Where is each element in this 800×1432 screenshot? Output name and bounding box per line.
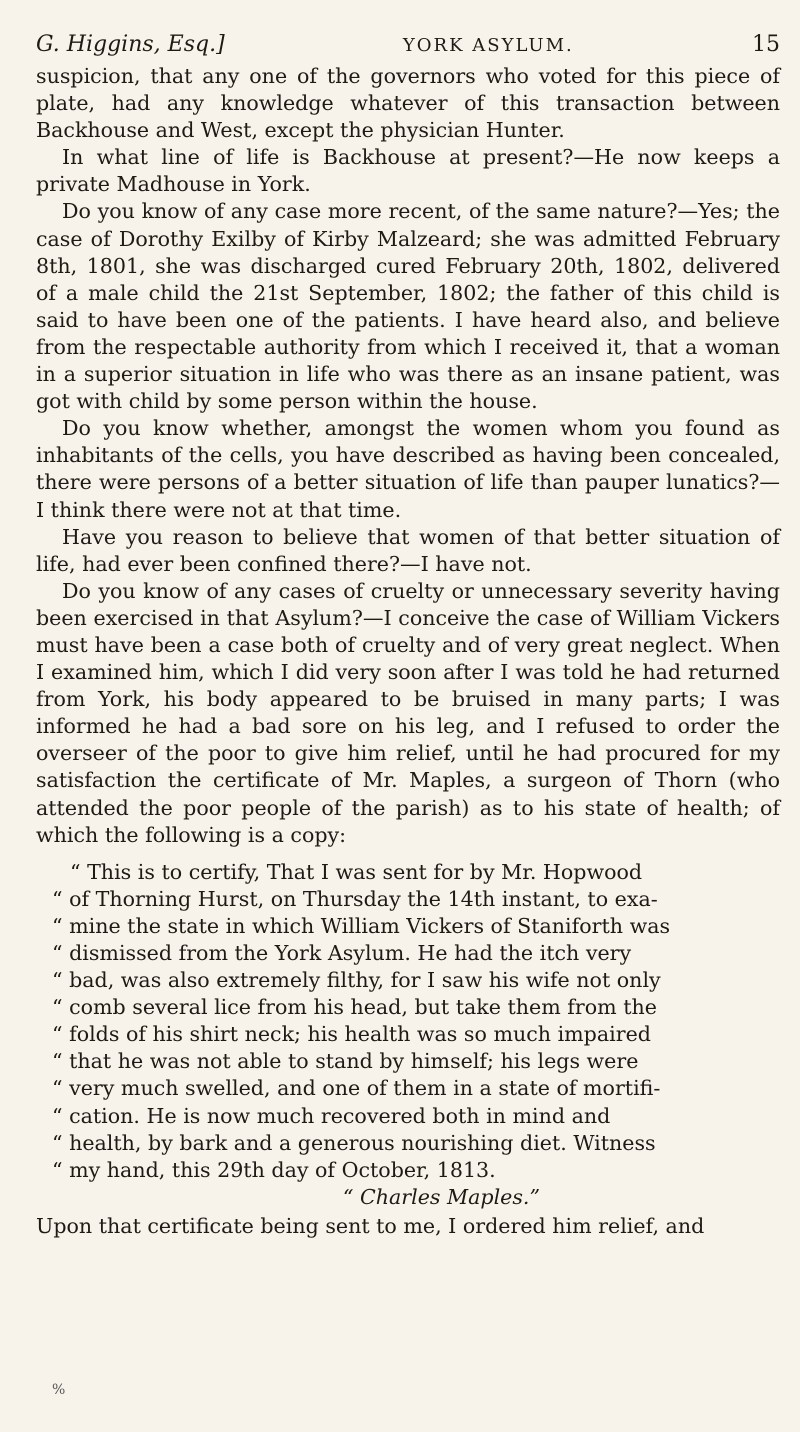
- quote-line: “ comb several lice from his head, but take them from the: [52, 995, 657, 1020]
- quote-line: “ cation. He is now much recovered both in mind and: [52, 1103, 611, 1128]
- closing-line: Upon that certificate being sent to me, I ordered him relief, and: [36, 1213, 705, 1238]
- quote-line: “ mine the state in which William Vickers of Staniforth was: [52, 913, 671, 938]
- paragraph: Do you know of any cases of cruelty or unnecessary severity having been exercised in that Asylum?—I conceive the case of William Vickers must have been a case both of cruelty and of very great neglect. When I examined him, which I did very soon after I was told he had returned from York, his body appeared to be bruised in many parts; I was informed he had a bad sore on his leg, and I refused to order the overseer of the poor to give him relief, until he had procured for my satisfaction the certificate of Mr. Maples, a surgeon of Thorn (who attended the poor people of the parish) as to his state of health; of which the following is a copy:: [36, 578, 780, 847]
- signature: “ Charles Maples.”: [342, 1184, 540, 1209]
- quote-line: “ very much swelled, and one of them in a state of mortifi-: [52, 1076, 661, 1101]
- paragraph: In what line of life is Backhouse at present?—He now keeps a private Madhouse in York.: [36, 145, 780, 197]
- quote-line: “ dismissed from the York Asylum. He had the itch very: [52, 941, 632, 965]
- footer-mark: %: [52, 1382, 66, 1398]
- paragraph: Do you know whether, amongst the women whom you found as inhabitants of the cells, you have described as having been concealed, there were persons of a better situation of life than pauper lunatics?—I think there were not at that time.: [36, 416, 780, 522]
- quote-line: “ of Thorning Hurst, on Thursday the 14th instant, to exa-: [52, 886, 658, 911]
- paragraph: suspicion, that any one of the governors who voted for this piece of plate, had any knowledge whatever of this transaction between Backhouse and West, except the physician Hunter.: [36, 64, 780, 143]
- paragraph: Have you reason to believe that women of that better situation of life, had ever been confined there?—I have not.: [36, 524, 780, 576]
- quote-line: “ folds of his shirt neck; his health was so much impaired: [52, 1022, 651, 1047]
- body-text: [36, 63, 780, 1240]
- document-page: [36, 30, 780, 1240]
- running-title: YORK ASYLUM.: [402, 35, 574, 56]
- quote-line: “ health, by bark and a generous nourishing diet. Witness: [52, 1130, 656, 1155]
- page-number: 15: [752, 32, 780, 57]
- quote-line: “ my hand, this 29th day of October, 1813.: [52, 1157, 496, 1182]
- running-header: [36, 30, 780, 61]
- certificate-quote: [36, 859, 780, 1211]
- quote-line: “ This is to certify, That I was sent for by Mr. Hopwood: [70, 859, 643, 884]
- running-author: G. Higgins, Esq.]: [36, 32, 225, 57]
- paragraph: Do you know of any case more recent, of the same nature?—Yes; the case of Dorothy Exilby of Kirby Malzeard; she was admitted February 8th, 1801, she was discharged cured February 20th, 1802, delivered of a male child the 21st September, 1802; the father of this child is said to have been one of the patients. I have heard also, and believe from the respectable authority from which I received it, that a woman in a superior situation in life who was there as an insane patient, was got with child by some person within the house.: [36, 199, 780, 414]
- quote-line: “ bad, was also extremely filthy, for I saw his wife not only: [52, 968, 661, 993]
- quote-line: “ that he was not able to stand by himself; his legs were: [52, 1049, 639, 1074]
